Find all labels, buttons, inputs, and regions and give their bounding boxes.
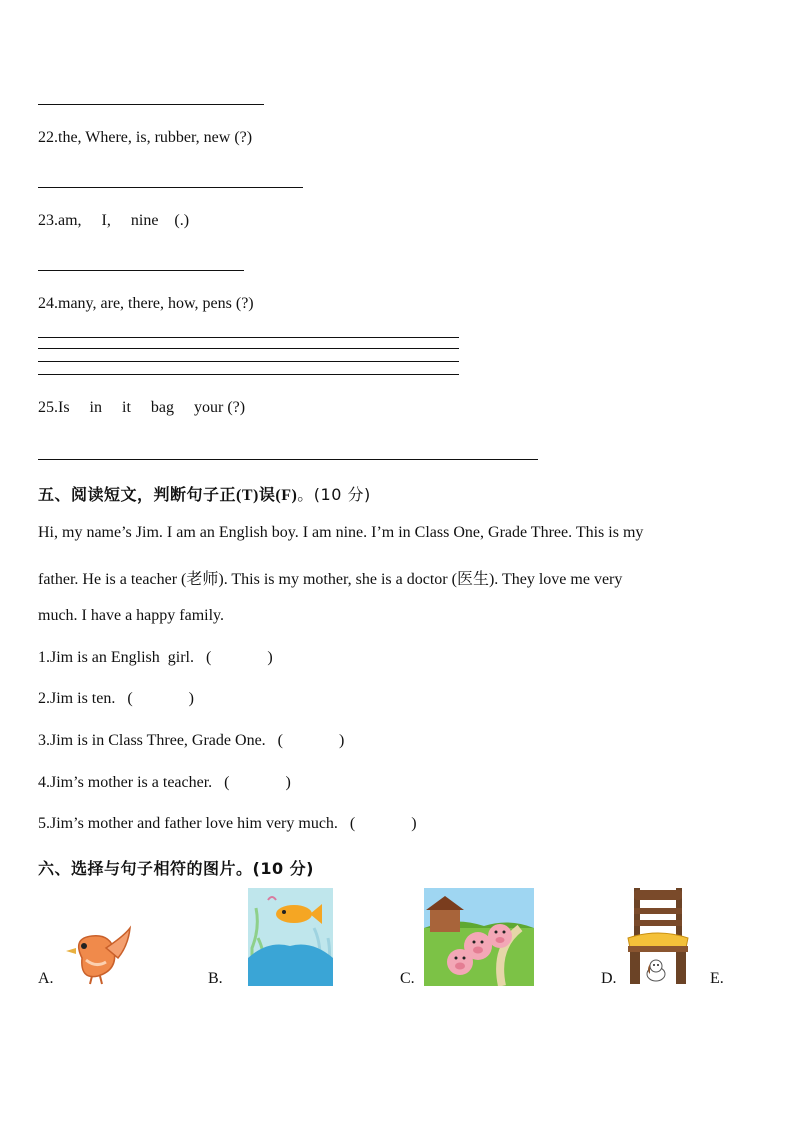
section-5-title [38, 482, 371, 505]
question-number: 22. [38, 129, 58, 146]
answer-line-22[interactable] [38, 187, 303, 188]
title-part: (F) [275, 487, 298, 504]
option-d-label: D. [601, 970, 617, 987]
question-number: 23. [38, 212, 58, 229]
passage-line-2: father. He is a teacher (老师). This is my mother, she is a doctor (医生). They love me very [38, 571, 623, 588]
chair-dog-icon[interactable] [626, 886, 690, 986]
question-number: 25. [38, 399, 58, 416]
option-e-label: E. [710, 970, 724, 987]
answer-line-23[interactable] [38, 270, 244, 271]
question-24 [38, 295, 254, 313]
question-words: the, Where, is, rubber, new (?) [58, 129, 253, 146]
question-number: 24. [38, 295, 58, 312]
bird-icon[interactable] [62, 918, 134, 986]
option-c-label: C. [400, 970, 415, 987]
answer-line-21 [38, 104, 264, 105]
title-part: 五、阅读短文，判断句子正 [38, 485, 237, 504]
passage-line-1: Hi, my name’s Jim. I am an English boy. I am nine. I’m in Class One, Grade Three. This is my [38, 524, 644, 541]
section-6-title: 六、选择与句子相符的图片。(10 分) [38, 859, 314, 878]
answer-line-25[interactable] [38, 459, 538, 460]
statement-4[interactable]: 4.Jim’s mother is a teacher. ( ) [38, 774, 291, 791]
title-part: (T) [236, 487, 259, 504]
question-25 [38, 399, 245, 417]
answer-line-24b[interactable] [38, 348, 459, 349]
answer-line-24c[interactable] [38, 361, 459, 362]
option-a-label: A. [38, 970, 54, 987]
statement-1[interactable]: 1.Jim is an English girl. ( ) [38, 649, 273, 666]
pigs-icon[interactable] [424, 888, 534, 986]
fish-icon[interactable] [248, 888, 333, 986]
question-words: am, I, nine (.) [58, 212, 190, 229]
answer-line-24d[interactable] [38, 374, 459, 375]
title-part: 。(10 分) [297, 485, 371, 504]
statement-3[interactable]: 3.Jim is in Class Three, Grade One. ( ) [38, 732, 345, 749]
answer-line-24a[interactable] [38, 337, 459, 338]
question-words: many, are, there, how, pens (?) [58, 295, 254, 312]
question-words: Is in it bag your (?) [58, 399, 246, 416]
statement-5[interactable]: 5.Jim’s mother and father love him very much. ( ) [38, 815, 417, 832]
statement-2[interactable]: 2.Jim is ten. ( ) [38, 690, 194, 707]
title-part: 误 [258, 485, 276, 504]
passage-line-3: much. I have a happy family. [38, 607, 225, 624]
option-b-label: B. [208, 970, 223, 987]
question-23 [38, 212, 189, 230]
question-22 [38, 129, 252, 147]
